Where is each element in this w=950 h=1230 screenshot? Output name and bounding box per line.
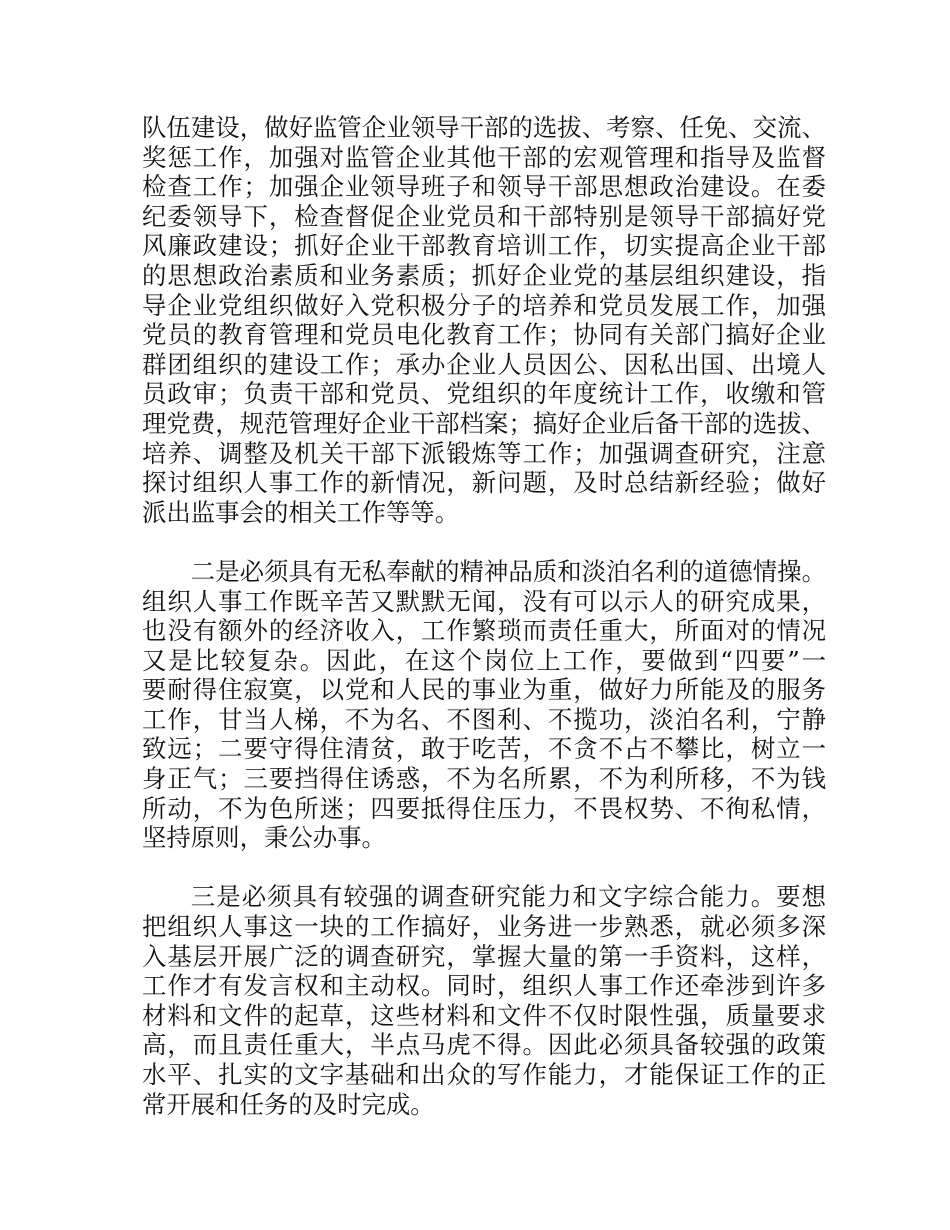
paragraph-2	[142, 557, 826, 853]
text-line: 三是必须具有较强的调查研究能力和文字综合能力。要想	[190, 882, 826, 912]
text-line: 员政审；负责干部和党员、党组织的年度统计工作，收缴和管	[142, 379, 826, 409]
text-line: 派出监事会的相关工作等等。	[142, 497, 460, 527]
document-page	[142, 113, 826, 1119]
text-line: 培养、调整及机关干部下派锻炼等工作；加强调查研究，注意	[142, 438, 826, 468]
text-line: 工作才有发言权和主动权。同时，组织人事工作还牵涉到许多	[142, 971, 826, 1001]
text-line: 常开展和任务的及时完成。	[142, 1089, 435, 1119]
paragraph-3	[142, 882, 826, 1119]
text-line: 材料和文件的起草，这些材料和文件不仅时限性强，质量要求	[142, 1000, 826, 1030]
text-line: 高，而且责任重大，半点马虎不得。因此必须具备较强的政策	[142, 1030, 826, 1060]
text-line: 工作，甘当人梯，不为名、不图利、不揽功，淡泊名利，宁静	[142, 704, 826, 734]
text-line: 的思想政治素质和业务素质；抓好企业党的基层组织建设，指	[142, 260, 826, 290]
text-line: 入基层开展广泛的调查研究，掌握大量的第一手资料，这样，	[142, 941, 826, 971]
text-line: 致远；二要守得住清贫，敢于吃苦，不贪不占不攀比，树立一	[142, 734, 826, 764]
text-line: 纪委领导下，检查督促企业党员和干部特别是领导干部搞好党	[142, 201, 826, 231]
text-line: 探讨组织人事工作的新情况，新问题，及时总结新经验；做好	[142, 468, 826, 498]
text-line: 检查工作；加强企业领导班子和领导干部思想政治建设。在委	[142, 172, 826, 202]
text-line: 群团组织的建设工作；承办企业人员因公、因私出国、出境人	[142, 349, 826, 379]
text-line: 水平、扎实的文字基础和出众的写作能力，才能保证工作的正	[142, 1060, 826, 1089]
text-line: 坚持原则，秉公办事。	[142, 823, 386, 853]
text-line: 把组织人事这一块的工作搞好，业务进一步熟悉，就必须多深	[142, 912, 826, 942]
text-line: 二是必须具有无私奉献的精神品质和淡泊名利的道德情操。	[190, 556, 826, 586]
text-line: 又是比较复杂。因此，在这个岗位上工作，要做到“四要”一	[142, 645, 826, 675]
text-line: 也没有额外的经济收入，工作繁琐而责任重大，所面对的情况	[142, 616, 826, 646]
text-line: 所动，不为色所迷；四要抵得住压力，不畏权势、不徇私情，	[142, 793, 826, 823]
text-line: 队伍建设，做好监管企业领导干部的选拔、考察、任免、交流、	[142, 113, 826, 142]
text-line: 组织人事工作既辛苦又默默无闻，没有可以示人的研究成果，	[142, 586, 826, 616]
text-line: 导企业党组织做好入党积极分子的培养和党员发展工作，加强	[142, 290, 826, 320]
text-line: 要耐得住寂寞，以党和人民的事业为重，做好力所能及的服务	[142, 675, 826, 705]
paragraph-1	[142, 113, 826, 527]
text-line: 奖惩工作，加强对监管企业其他干部的宏观管理和指导及监督	[142, 142, 826, 172]
text-line: 身正气；三要挡得住诱惑，不为名所累，不为利所移，不为钱	[142, 764, 826, 794]
text-line: 理党费，规范管理好企业干部档案；搞好企业后备干部的选拔、	[142, 408, 826, 438]
text-line: 风廉政建设；抓好企业干部教育培训工作，切实提高企业干部	[142, 231, 826, 261]
text-line: 党员的教育管理和党员电化教育工作；协同有关部门搞好企业	[142, 320, 826, 350]
